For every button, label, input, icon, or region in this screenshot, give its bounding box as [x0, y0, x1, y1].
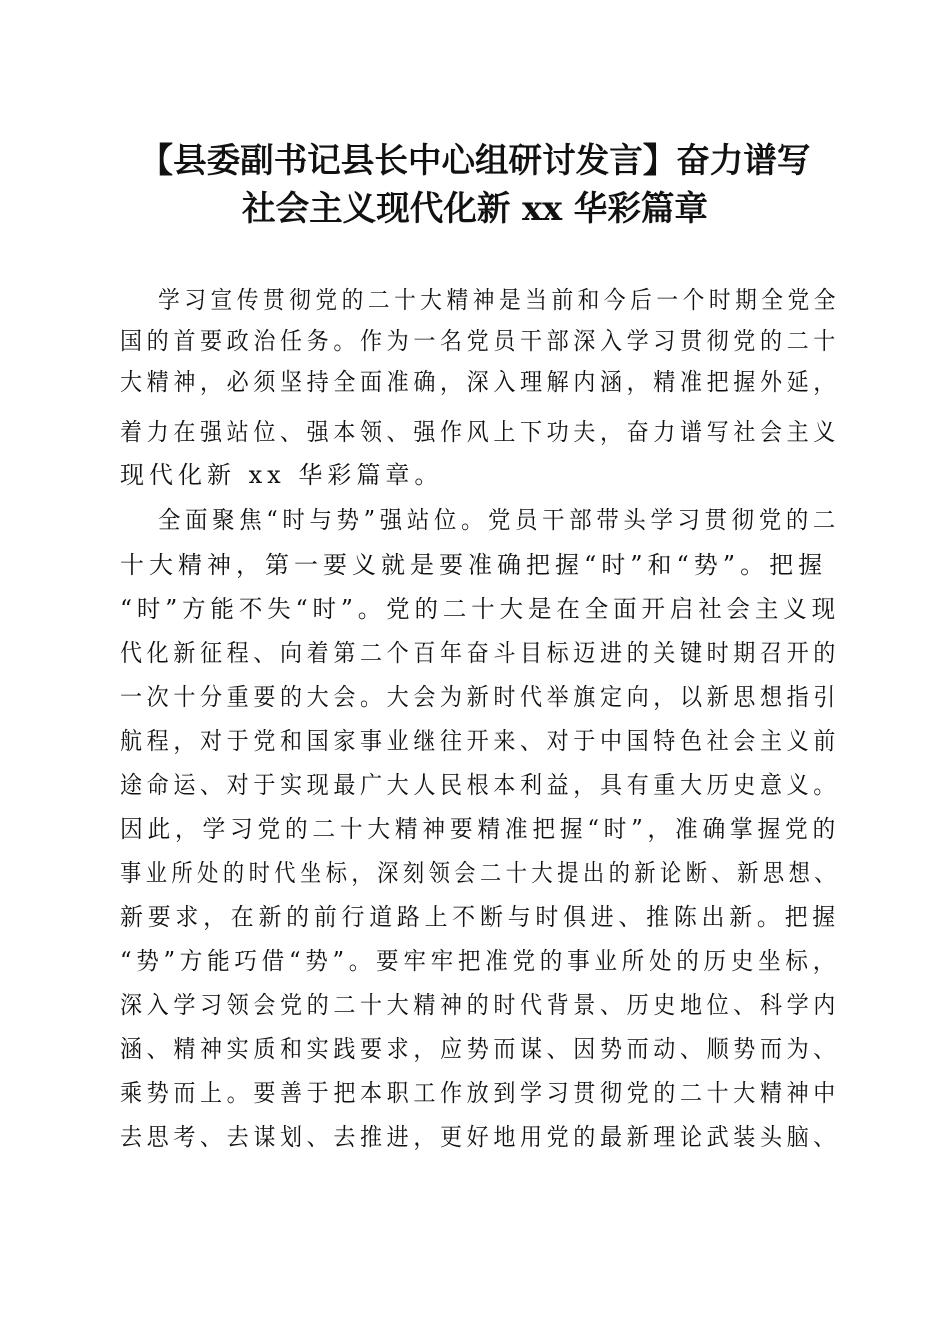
paragraph-2-line-14: 乘势而上。要善于把本职工作放到学习贯彻党的二十大精神中 [120, 1079, 840, 1107]
paragraph-2-line-2: 十大精神，第一要义就是要准确把握“时”和“势”。把握 [120, 551, 828, 579]
paragraph-2-line-12: 深入学习领会党的二十大精神的时代背景、历史地位、科学内 [120, 991, 840, 1019]
paragraph-2-line-11: “势”方能巧借“势”。要牢牢把准党的事业所处的历史坐标， [120, 947, 841, 975]
paragraph-2-line-5: 一次十分重要的大会。大会为新时代举旗定向，以新思想指引 [120, 683, 840, 711]
document-title-line-1: 【县委副书记县长中心组研讨发言】奋力谱写 [139, 141, 811, 181]
paragraph-2-line-6: 航程，对于党和国家事业继往开来、对于中国特色社会主义前 [120, 727, 840, 755]
paragraph-2-line-9: 事业所处的时代坐标，深刻领会二十大提出的新论断、新思想、 [120, 859, 841, 887]
paragraph-2-line-10: 新要求，在新的前行道路上不断与时俱进、推陈出新。把握 [120, 903, 840, 931]
paragraph-1-line-3: 大精神，必须坚持全面准确，深入理解内涵，精准把握外延， [120, 368, 840, 396]
paragraph-2-line-13: 涵、精神实质和实践要求，应势而谋、因势而动、顺势而为、 [120, 1035, 840, 1063]
paragraph-1-line-4: 着力在强站位、强本领、强作风上下功夫，奋力谱写社会主义 [120, 418, 840, 446]
paragraph-1-line-5: 现代化新 xx 华彩篇章。 [120, 461, 444, 489]
paragraph-1-line-2: 国的首要政治任务。作为一名党员干部深入学习贯彻党的二十 [120, 327, 840, 355]
paragraph-2-line-15: 去思考、去谋划、去推进，更好地用党的最新理论武装头脑、 [120, 1123, 840, 1151]
paragraph-2-line-3: “时”方能不失“时”。党的二十大是在全面开启社会主义现 [120, 595, 841, 623]
document-title-line-2: 社会主义现代化新 xx 华彩篇章 [242, 189, 708, 229]
paragraph-2-line-7: 途命运、对于实现最广大人民根本利益，具有重大历史意义。 [120, 771, 840, 799]
paragraph-1-line-1: 学习宣传贯彻党的二十大精神是当前和今后一个时期全党全 [158, 286, 840, 314]
paragraph-2-line-4: 代化新征程、向着第二个百年奋斗目标迈进的关键时期召开的 [120, 639, 840, 667]
paragraph-2-line-1: 全面聚焦“时与势”强站位。党员干部带头学习贯彻党的二 [158, 506, 840, 534]
paragraph-2-line-8: 因此，学习党的二十大精神要精准把握“时”，准确掌握党的 [120, 815, 840, 843]
